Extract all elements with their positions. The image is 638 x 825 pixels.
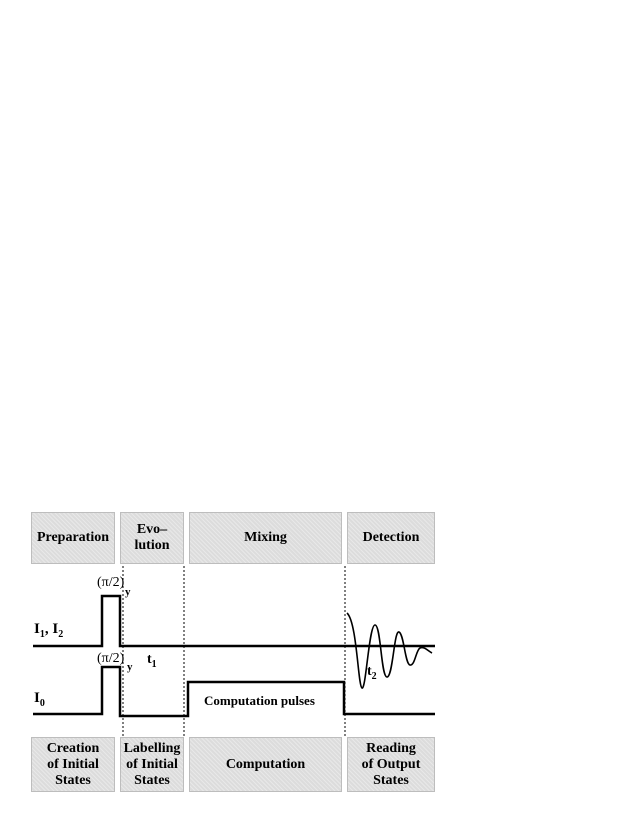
t2-label: $t_2$ [367, 664, 377, 682]
pulse-label-bottom: (π/2) [97, 651, 125, 666]
fid-signal-curve [347, 613, 432, 688]
computation-pulses-label: Computation pulses [204, 693, 315, 708]
phase-labelling-box: Labelling of Initial States [120, 737, 184, 792]
line-label-i1-i2: $I_1$, $I_2$ [34, 621, 64, 640]
phase-preparation-box: Preparation [31, 512, 115, 564]
pulse-label-bottom-axis: y [127, 661, 133, 673]
line-label-i0: $I_0$ [34, 690, 45, 709]
i12-channel-line [33, 596, 435, 646]
phase-detection-box: Detection [347, 512, 435, 564]
phase-mixing-box: Mixing [189, 512, 342, 564]
phase-computation-box: Computation [189, 737, 342, 792]
phase-reading-box: Reading of Output States [347, 737, 435, 792]
phase-creation-box: Creation of Initial States [31, 737, 115, 792]
pulse-label-top-axis: y [125, 586, 131, 598]
pulse-label-top: (π/2) [97, 575, 125, 590]
t1-label: $t_1$ [147, 652, 157, 670]
phase-evolution-box: Evo– lution [120, 512, 184, 564]
